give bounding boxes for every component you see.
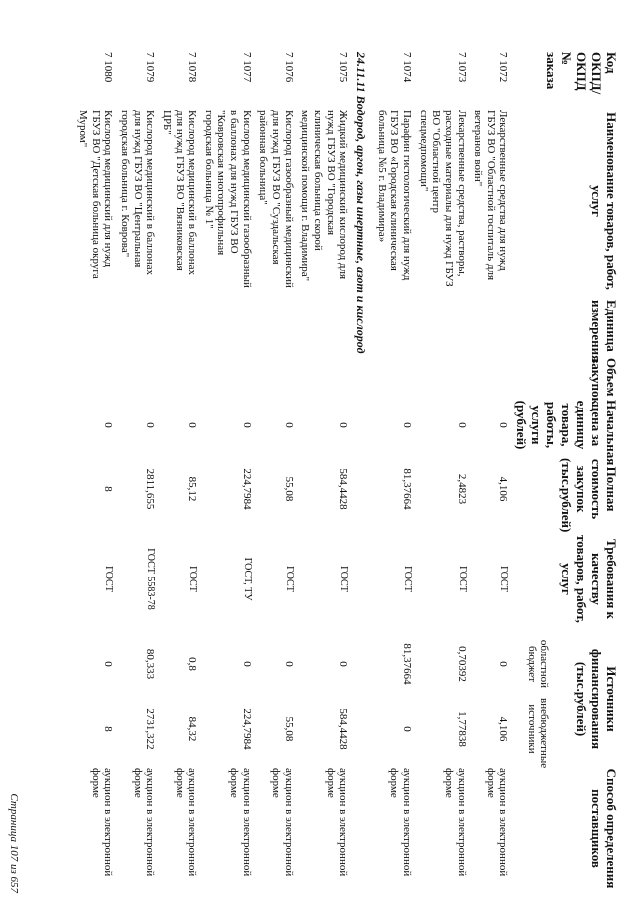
row-price: 0 — [455, 422, 468, 428]
row-method: аукцион в электронной форме — [324, 768, 350, 877]
row-price: 0 — [497, 422, 510, 428]
row-requirements: ГОСТ 5583-78 — [145, 548, 157, 610]
table-row — [255, 48, 297, 893]
row-code: 7 1076 — [282, 52, 295, 83]
row-regional: 0,70392 — [455, 646, 468, 682]
row-volume — [200, 354, 255, 396]
row-method: аукцион в электронной форме — [89, 768, 115, 877]
row-extra: 2731,322 — [144, 708, 157, 750]
row-extra: 0 — [400, 726, 413, 732]
row-price: 0 — [282, 422, 295, 428]
row-regional: 0 — [282, 661, 295, 667]
header-name: Наименование товаров, работ, услуг — [589, 112, 619, 290]
header-start-price: Начальная цена за единицу товара, работы, услуги (рублей) — [514, 400, 619, 466]
header-requirements: Требования к качеству товаров, работ, услуг — [559, 535, 619, 623]
row-unit — [116, 296, 158, 354]
section-row — [351, 48, 373, 893]
row-name: Лекарственные средства, растворы, расходные материалы для нужд ГБУЗ ВО "Областной центр спецмедпомощи" — [417, 110, 468, 287]
row-name: Кислород медицинский газообразный в баллонах для нужд ГБУЗ ВО "Ковровская многопрофильная городская больница № 1" — [202, 110, 253, 288]
row-regional: 0 — [337, 661, 350, 667]
row-requirements: ГОСТ — [103, 566, 115, 592]
row-name: Кислород медицинский в баллонах для нужд ГБУЗ ВО "Центральная городская больница г. Коврова" — [118, 110, 157, 275]
row-volume — [415, 354, 470, 396]
table-row — [470, 48, 512, 893]
row-requirements: ГОСТ, ТУ — [241, 557, 253, 601]
row-regional: 81,37664 — [400, 643, 413, 685]
row-volume — [116, 354, 158, 396]
row-unit — [415, 296, 470, 354]
header-source-extra: внебюджетные источники — [525, 698, 551, 769]
row-method: аукцион в электронной форме — [484, 768, 510, 877]
row-volume — [470, 354, 512, 396]
header-method: Способ определения поставщиков — [589, 768, 619, 889]
row-unit — [158, 296, 200, 354]
row-cost: 2811,655 — [144, 468, 157, 510]
row-extra: 584,4428 — [337, 708, 350, 750]
table-row — [116, 48, 158, 893]
row-regional: 0,8 — [186, 657, 199, 671]
header-sources: Источники финансирования (тыс.рублей) — [574, 648, 619, 750]
row-method: аукцион в электронной форме — [173, 768, 199, 877]
row-cost: 8 — [102, 486, 115, 492]
row-unit — [74, 296, 116, 354]
row-volume — [255, 354, 297, 396]
row-volume — [297, 354, 352, 396]
row-code: 7 1072 — [497, 52, 510, 83]
table-row — [297, 48, 352, 893]
table-row — [373, 48, 415, 893]
row-requirements: ГОСТ — [456, 566, 468, 592]
row-name: Кислород газообразный медицинский для нужд ГБУЗ ВО "Суздальская районная больница" — [257, 110, 295, 288]
row-method: аукцион в электронной форме — [131, 768, 157, 877]
page-footer: Страница 107 из 657 — [8, 793, 20, 893]
row-price: 0 — [400, 422, 413, 428]
row-price: 0 — [102, 422, 115, 428]
row-unit — [470, 296, 512, 354]
row-extra: 1,77838 — [455, 711, 468, 747]
row-regional: 0 — [102, 661, 115, 667]
row-price: 0 — [337, 422, 350, 428]
row-volume — [158, 354, 200, 396]
row-code: 7 1079 — [144, 52, 157, 83]
row-code: 7 1075 — [337, 52, 350, 83]
section-title: 24.11.11 Водород, аргон, газы инертные, азот и кислород — [354, 52, 369, 354]
row-code: 7 1078 — [186, 52, 199, 83]
row-name: Кислород медицинский для нужд ГБУЗ ВО "Детская больница округа Муром" — [77, 110, 115, 279]
row-cost: 55,08 — [282, 476, 295, 502]
row-method: аукцион в электронной форме — [270, 768, 295, 877]
header-source-regional: областной бюджет — [525, 639, 551, 689]
row-cost: 4,106 — [497, 476, 510, 502]
row-regional: 0 — [240, 661, 253, 667]
row-extra: 84,32 — [186, 716, 199, 742]
row-code: 7 1074 — [400, 52, 413, 83]
row-unit — [255, 296, 297, 354]
header-full-cost: Полная стоимость закупок (тыс.рублей) — [559, 458, 619, 533]
row-price: 0 — [186, 422, 199, 428]
row-requirements: ГОСТ — [187, 566, 199, 592]
row-method: аукцион в электронной форме — [228, 768, 253, 877]
row-price: 0 — [240, 422, 253, 428]
row-code: 7 1073 — [455, 52, 468, 83]
row-name: Лекарственные средства для нужд ГБУЗ ВО "Областной госпиталь для ветеранов войн" — [472, 110, 510, 281]
row-cost: 85,12 — [186, 476, 199, 502]
row-volume — [373, 354, 415, 396]
row-regional: 0 — [497, 661, 510, 667]
row-method: аукцион в электронной форме — [442, 768, 468, 877]
row-code: 7 1077 — [240, 52, 253, 83]
row-cost: 584,4428 — [337, 468, 350, 510]
procurement-table — [74, 48, 620, 893]
header-unit: Единица измерения — [589, 300, 619, 363]
table-row — [158, 48, 200, 893]
row-name: Жидкий медицинский кислород для нужд ГБУЗ ВО "Городская клиническая больница скорой медицинской помощи г. Владимира" — [299, 110, 350, 282]
row-unit — [373, 296, 415, 354]
row-code: 7 1080 — [102, 52, 115, 83]
row-method: аукцион в электронной форме — [388, 768, 413, 877]
row-extra: 8 — [102, 726, 115, 732]
row-extra: 4,106 — [497, 716, 510, 742]
row-extra: 224,7984 — [240, 708, 253, 750]
row-unit — [297, 296, 352, 354]
row-cost: 224,7984 — [240, 468, 253, 510]
row-requirements: ГОСТ — [283, 566, 295, 592]
row-requirements: ГОСТ — [401, 566, 413, 592]
row-regional: 80,333 — [144, 648, 157, 680]
header-volume: Объем закупок — [589, 358, 619, 406]
row-volume — [74, 354, 116, 396]
row-cost: 81,37664 — [400, 468, 413, 510]
table-row — [415, 48, 470, 893]
row-extra: 55,08 — [282, 716, 295, 742]
row-name: Парафин гистологический для нужд ГБУЗ ВО «Городская клиническая больница №5 г. Владимира» — [375, 110, 413, 281]
row-name: Кислород медицинский в баллонах для нужд ГБУЗ ВО "Вязниковская ЦРБ" — [160, 110, 199, 275]
table-row — [74, 48, 116, 893]
row-requirements: ГОСТ — [498, 566, 510, 592]
header-code: Код ОКПД/ ОКПД № заказа — [544, 52, 619, 95]
row-requirements: ГОСТ — [338, 566, 350, 592]
row-unit — [200, 296, 255, 354]
row-price: 0 — [144, 422, 157, 428]
row-cost: 2,4823 — [455, 473, 468, 505]
table-row — [200, 48, 255, 893]
